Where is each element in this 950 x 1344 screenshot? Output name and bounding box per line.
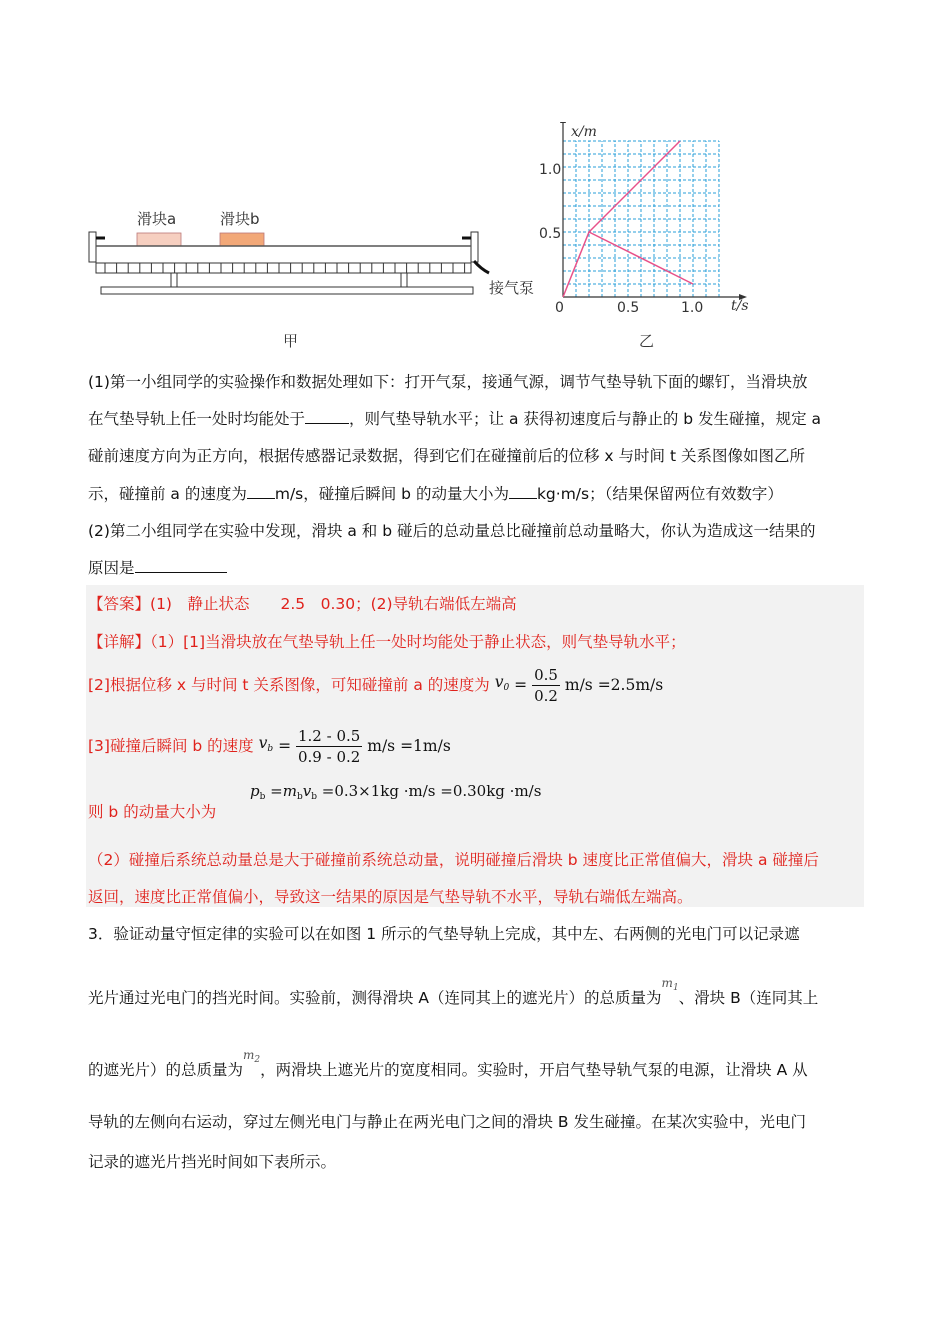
q1-line4: 示，碰撞前 a 的速度为 m/s，碰撞后瞬间 b 的动量大小为 kg·m/s；（结果保留两位有效数字） xyxy=(88,482,783,504)
detail-tag: 【详解】 xyxy=(88,633,151,651)
base-plate xyxy=(101,287,473,294)
slider-a xyxy=(137,233,181,246)
q2-line1: (2)第二小组同学在实验中发现，滑块 a 和 b 碰后的总动量总比碰撞前总动量略大，你认为造成这一结果的 xyxy=(88,522,816,540)
detail-line6: 返回，速度比正常值偏小，导致这一结果的原因是气垫导轨不水平，导轨右端低左端高。 xyxy=(88,888,693,906)
blank-velocity xyxy=(247,483,275,500)
vb-fraction: $\frac{1.2 - 0.5}{0.9 - 0.2}$ xyxy=(298,726,361,766)
left-bracket xyxy=(89,232,96,262)
blank-state xyxy=(305,408,349,425)
ruler xyxy=(96,263,471,273)
answer-line xyxy=(88,592,517,614)
graph-ylabel: x/m xyxy=(571,124,597,140)
q3-line1: 3．验证动量守恒定律的实验可以在如图 1 所示的气垫导轨上完成，其中左、右两侧的光电门可以记录遮 xyxy=(88,925,800,943)
pb-expression: $p_b =m_bv_b =0.3\times 1kg \cdot m/s =0.30kg \cdot m/s$ xyxy=(250,782,542,802)
x-tick-0.5: 0.5 xyxy=(617,300,640,316)
detail-line1: 【详解】（1）[1]当滑块放在气垫导轨上任一处时均能处于静止状态，则气垫导轨水平； xyxy=(88,633,686,651)
xt-graph xyxy=(535,122,775,322)
air-track-diagram xyxy=(85,225,545,325)
x-tick-1.0: 1.0 xyxy=(681,300,704,316)
q3-line3: 的遮光片）的总质量为$^{m_2}$，两滑块上遮光片的宽度相同。实验时，开启气垫导轨气泵的电源，让滑块 A 从 xyxy=(88,1048,808,1079)
slider-a-label: 滑块a xyxy=(137,210,177,228)
track-body xyxy=(96,246,471,263)
v0-fraction: $\frac{0.5}{0.2}$ xyxy=(534,665,558,705)
m1-symbol: m1 xyxy=(661,976,679,993)
figure-yi-caption: 乙 xyxy=(639,332,655,350)
graph-xlabel: t/s xyxy=(731,298,749,314)
figure-jia xyxy=(85,205,545,355)
detail-line5: （2）碰撞后系统总动量总是大于碰撞前系统总动量，说明碰撞后滑块 b 速度比正常值偏大，滑块 a 碰撞后 xyxy=(88,851,819,869)
q1-line1: (1)第一小组同学的实验操作和数据处理如下：打开气泵，接通气源，调节气垫导轨下面的螺钉，当滑块放 xyxy=(88,373,808,391)
q2-line2: 原因是 xyxy=(88,556,227,578)
figure-yi xyxy=(535,122,775,352)
figure-jia-caption: 甲 xyxy=(283,332,299,350)
q3-line2: 光片通过光电门的挡光时间。实验前，测得滑块 A（连同其上的遮光片）的总质量为$^{m_1}$、滑块 B（连同其上 xyxy=(88,976,819,1007)
slider-b-label: 滑块b xyxy=(220,210,260,228)
answer-tag: 【答案】 xyxy=(88,595,151,613)
blank-momentum xyxy=(509,483,537,500)
q1-line2: 在气垫导轨上任一处时均能处于 ，则气垫导轨水平；让 a 获得初速度后与静止的 b 发生碰撞，规定 a xyxy=(88,407,821,429)
detail-line3: [3]碰撞后瞬间 b 的速度 $v_b$ = $\frac{1.2 - 0.5}{0.9 - 0.2}$ m/s =1m/s xyxy=(88,726,451,766)
pump-label: 接气泵 xyxy=(489,279,535,297)
detail-line4: $p_b =m_bv_b =0.3\times 1kg \cdot m/s =0.30kg \cdot m/s$ 则 b 的动量大小为 xyxy=(88,782,542,821)
m2-symbol: m2 xyxy=(243,1048,261,1065)
detail-line2: [2]根据位移 x 与时间 t 关系图像，可知碰撞前 a 的速度为 $v_0$ = $\frac{0.5}{0.2}$ m/s =2.5m/s xyxy=(88,665,664,705)
q3-line5: 记录的遮光片挡光时间如下表所示。 xyxy=(88,1153,337,1171)
y-tick-1.0: 1.0 xyxy=(539,162,562,178)
graph-origin: 0 xyxy=(555,300,564,316)
right-bracket xyxy=(471,232,478,262)
y-axis-arrow xyxy=(560,122,566,123)
pump-hose xyxy=(474,261,489,273)
q1-line3: 碰前速度方向为正方向，根据传感器记录数据，得到它们在碰撞前后的位移 x 与时间 t 关系图像如图乙所 xyxy=(88,447,805,465)
y-tick-0.5: 0.5 xyxy=(539,226,562,242)
q3-line4: 导轨的左侧向右运动，穿过左侧光电门与静止在两光电门之间的滑块 B 发生碰撞。在某次实验中，光电门 xyxy=(88,1113,806,1131)
slider-b xyxy=(220,233,264,246)
blank-reason xyxy=(135,557,227,574)
answer-text: (1) 静止状态 2.5 0.30；(2)导轨右端低左端高 xyxy=(150,595,517,613)
